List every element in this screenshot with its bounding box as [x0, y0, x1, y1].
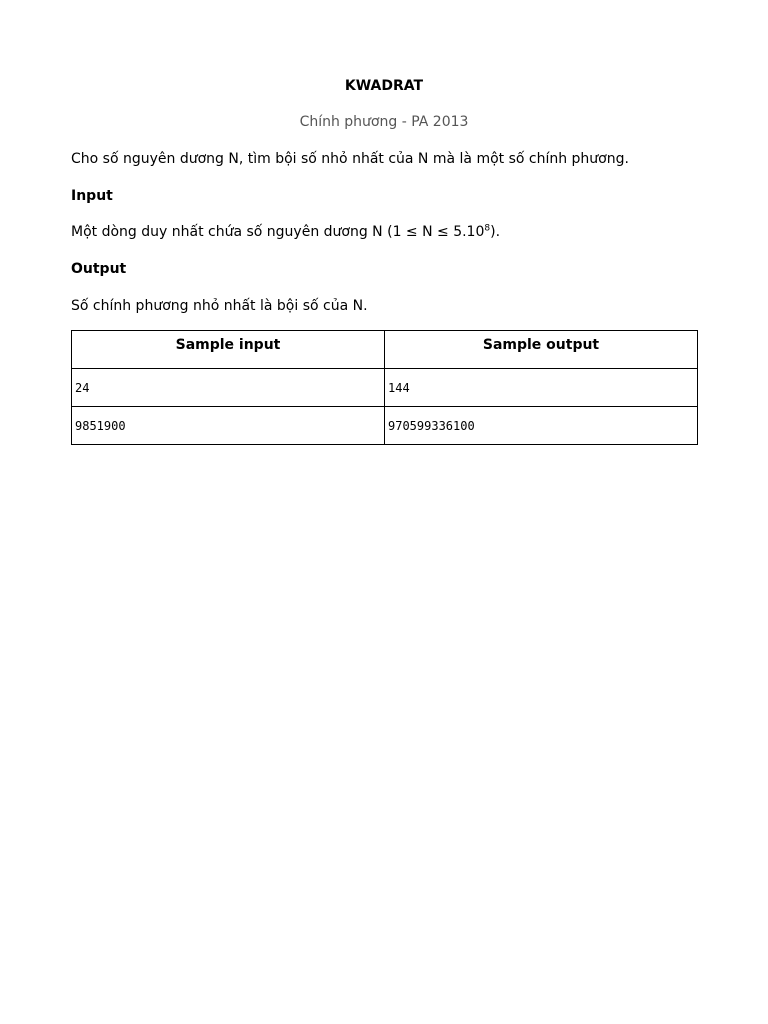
- problem-title: KWADRAT: [344, 78, 424, 94]
- sample-output-cell: 970599336100: [385, 407, 698, 445]
- input-description-text: Một dòng duy nhất chứa số nguyên dương N (1 ≤ N ≤ 5.10: [71, 224, 485, 240]
- sample-output-header: Sample output: [385, 331, 698, 369]
- input-exponent: 8: [484, 223, 491, 234]
- input-description-end: ).: [490, 224, 501, 240]
- sample-input-cell: 24: [72, 369, 385, 407]
- input-description: [71, 222, 500, 242]
- table-row: [72, 369, 698, 407]
- sample-input-cell: 9851900: [72, 407, 385, 445]
- table-header-row: [72, 331, 698, 369]
- problem-subtitle: Chính phương - PA 2013: [299, 114, 469, 130]
- sample-output-cell: 144: [385, 369, 698, 407]
- output-heading: Output: [71, 261, 127, 277]
- samples-table: [71, 330, 698, 445]
- table-row: [72, 407, 698, 445]
- input-heading: Input: [71, 188, 113, 204]
- problem-statement: Cho số nguyên dương N, tìm bội số nhỏ nhất của N mà là một số chính phương.: [71, 151, 629, 167]
- sample-input-header: Sample input: [72, 331, 385, 369]
- output-description: Số chính phương nhỏ nhất là bội số của N.: [71, 298, 368, 314]
